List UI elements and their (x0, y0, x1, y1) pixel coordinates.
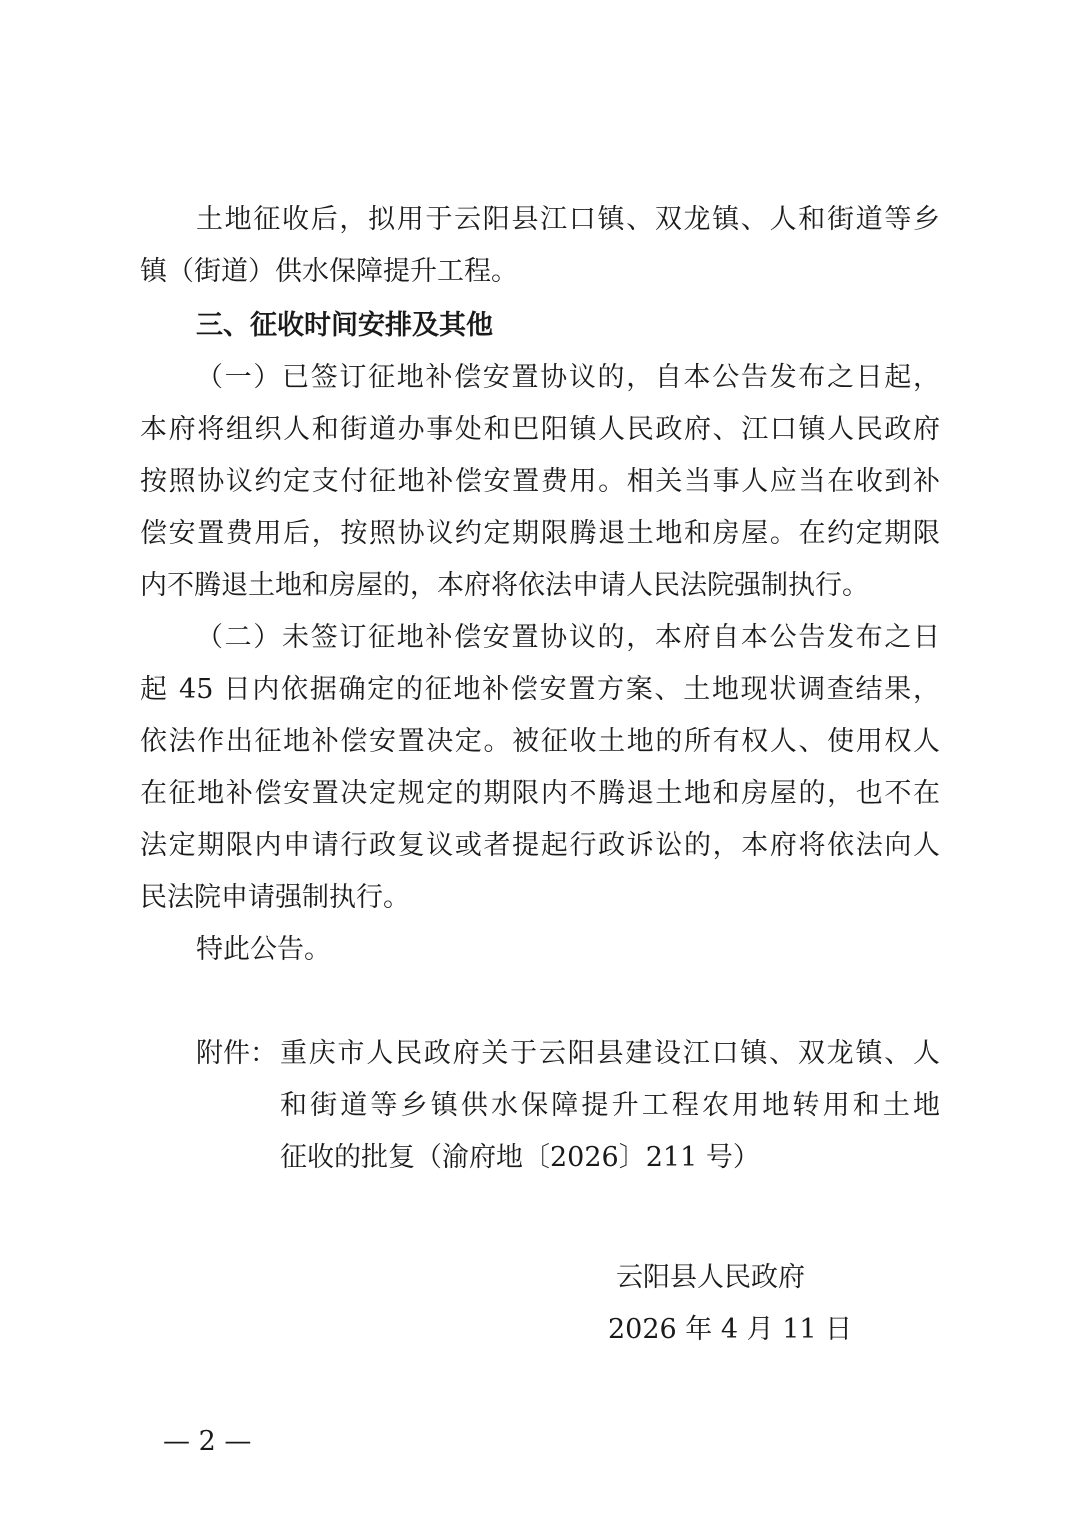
issue-date: 2026 年 4 月 11 日 (608, 1314, 853, 1345)
attachment-line: 征收的批复（渝府地〔2026〕211 号） (280, 1142, 760, 1173)
paragraph-line: 在征地补偿安置决定规定的期限内不腾退土地和房屋的，也不在 (140, 778, 940, 809)
paragraph-line: 按照协议约定支付征地补偿安置费用。相关当事人应当在收到补 (140, 466, 940, 497)
paragraph-line: 法定期限内申请行政复议或者提起行政诉讼的，本府将依法向人 (140, 830, 940, 861)
paragraph-line: 民法院申请强制执行。 (140, 882, 410, 913)
paragraph-line: （一）已签订征地补偿安置协议的，自本公告发布之日起， (196, 362, 940, 393)
attachment-line: 和街道等乡镇供水保障提升工程农用地转用和土地 (280, 1090, 940, 1121)
paragraph-line: 镇（街道）供水保障提升工程。 (140, 256, 518, 287)
paragraph-line: 土地征收后，拟用于云阳县江口镇、双龙镇、人和街道等乡 (196, 204, 940, 235)
attachment-line: 重庆市人民政府关于云阳县建设江口镇、双龙镇、人 (280, 1038, 940, 1069)
paragraph-line: （二）未签订征地补偿安置协议的，本府自本公告发布之日 (196, 622, 940, 653)
issuer-name: 云阳县人民政府 (616, 1262, 805, 1293)
paragraph-line: 内不腾退土地和房屋的，本府将依法申请人民法院强制执行。 (140, 570, 869, 601)
paragraph-line: 偿安置费用后，按照协议约定期限腾退土地和房屋。在约定期限 (140, 518, 940, 549)
attachment-label: 附件： (196, 1038, 277, 1069)
paragraph-line: 本府将组织人和街道办事处和巴阳镇人民政府、江口镇人民政府 (140, 414, 940, 445)
paragraph-line: 起 45 日内依据确定的征地补偿安置方案、土地现状调查结果， (140, 674, 940, 705)
closing-text: 特此公告。 (196, 934, 331, 965)
paragraph-line: 依法作出征地补偿安置决定。被征收土地的所有权人、使用权人 (140, 726, 940, 757)
section-heading: 三、征收时间安排及其他 (196, 310, 493, 341)
page-number: — 2 — (163, 1426, 252, 1457)
